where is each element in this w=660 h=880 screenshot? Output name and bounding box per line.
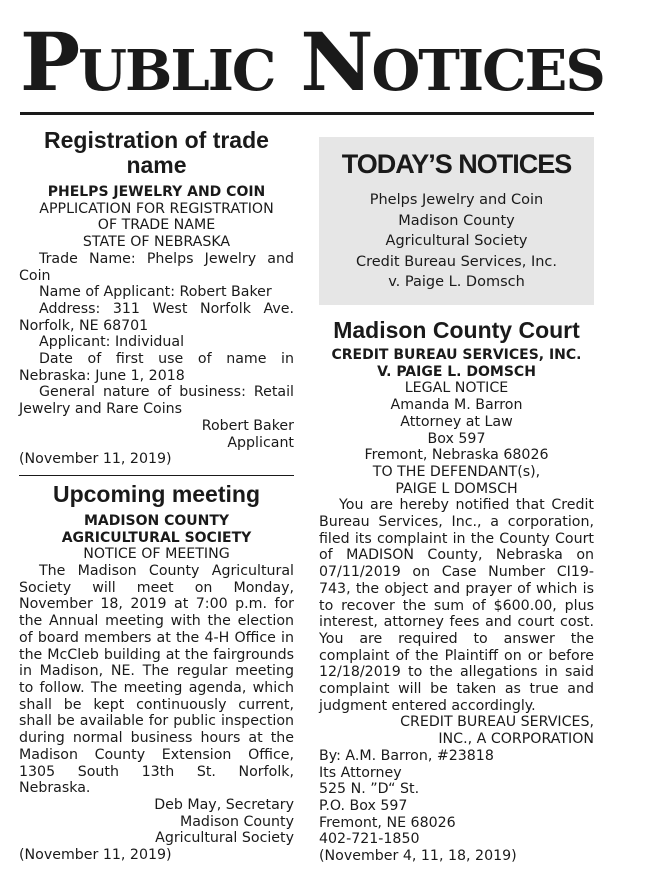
court-line: 402-721-1850	[319, 831, 420, 848]
todays-notice-item: Madison County	[398, 212, 515, 229]
left-column	[19, 128, 294, 864]
trade-para-3: Address: 311 West Norfolk Ave. Norfolk, NE 68701	[19, 300, 294, 334]
trade-para-4: Applicant: Individual	[39, 334, 185, 351]
meeting-signature-2: Madison County	[180, 813, 294, 830]
court-headline: PAIGE L DOMSCH	[395, 480, 518, 497]
masthead-rule	[20, 112, 594, 115]
meeting-signature-3: Agricultural Society	[155, 830, 294, 847]
court-line: Fremont, NE 68026	[319, 814, 456, 831]
trade-date: (November 11, 2019)	[19, 451, 172, 468]
masthead-title: Public Notices	[20, 15, 604, 109]
trade-title: Registration of trade name	[44, 127, 269, 178]
court-headline: Attorney at Law	[400, 413, 513, 430]
court-signature-2: INC., A CORPORATION	[438, 731, 594, 748]
court-line: 525 N. ”D“ St.	[319, 781, 420, 798]
section-divider	[19, 475, 294, 476]
trade-signature-1: Robert Baker	[201, 417, 294, 434]
todays-notice-item: Credit Bureau Services, Inc.	[355, 253, 557, 270]
right-column	[319, 318, 594, 865]
trade-para-2: Name of Applicant: Robert Baker	[39, 284, 272, 301]
court-headline: Amanda M. Barron	[390, 397, 523, 414]
trade-headline-3: STATE OF NEBRASKA	[82, 234, 231, 251]
trade-signature-2: Applicant	[227, 434, 294, 451]
todays-notice-item: Phelps Jewelry and Coin	[369, 192, 544, 208]
todays-notice-item: v. Paige L. Domsch	[388, 274, 525, 290]
meeting-body: The Madison County Agricultural Society will meet on Monday, November 18, 2019 at 7:00 p.m. for the Annual meeting with the election of board members at the 4-H Office in the McCleb building at the fairgrounds in Madison, NE. The regular meeting to follow. The meeting agenda, which shall be kept continuously current, shall be available for public inspection during normal business hours at the Madison County Extension Office, 1305 South 13th St. Norfolk, Nebraska.	[19, 563, 294, 797]
trade-para-5: Date of first use of name in Nebraska: June 1, 2018	[19, 351, 294, 384]
court-body: You are hereby notified that Credit Bureau Services, Inc., a corporation, filed its complaint in the County Court of MADISON County, Nebraska on 07/11/2019 on Case Number CI19-743, the object and prayer of which is to recover the sum of $600.00, plus interest, attorney fees and court cost. You are required to answer the complaint of the Plaintiff on or before 12/18/2019 to the allegations in said complaint will be taken as true and judgment entered accordingly.	[319, 497, 594, 714]
court-headline: TO THE DEFENDANT(s),	[372, 463, 541, 480]
meeting-heading: NOTICE OF MEETING	[83, 546, 230, 563]
court-date: (November 4, 11, 18, 2019)	[319, 848, 517, 865]
todays-notices-box	[319, 137, 594, 305]
court-line: By: A.M. Barron, #23818	[319, 747, 494, 764]
meeting-subtitle-2: AGRICULTURAL SOCIETY	[61, 529, 252, 546]
meeting-subtitle-1: MADISON COUNTY	[83, 512, 230, 529]
court-subtitle-2: V. PAIGE L. DOMSCH	[377, 363, 536, 380]
court-headline: Box 597	[427, 430, 486, 447]
trade-subtitle: PHELPS JEWELRY AND COIN	[47, 184, 266, 200]
court-line: P.O. Box 597	[319, 797, 408, 814]
court-signature-1: CREDIT BUREAU SERVICES,	[400, 714, 594, 731]
court-headline: Fremont, Nebraska 68026	[364, 447, 549, 464]
meeting-title: Upcoming meeting	[52, 480, 260, 507]
trade-headline-2: OF TRADE NAME	[97, 217, 216, 234]
court-subtitle-1: CREDIT BUREAU SERVICES, INC.	[331, 347, 582, 363]
meeting-signature-1: Deb May, Secretary	[154, 796, 294, 813]
court-headline: LEGAL NOTICE	[404, 380, 509, 397]
court-line: Its Attorney	[319, 764, 402, 781]
trade-para-1: Trade Name: Phelps Jewelry and Coin	[19, 250, 294, 284]
trade-headline-1: APPLICATION FOR REGISTRATION	[39, 200, 274, 217]
todays-notice-item: Agricultural Society	[385, 233, 528, 249]
court-title: Madison County Court	[333, 317, 580, 343]
meeting-date: (November 11, 2019)	[19, 847, 172, 864]
trade-para-6: General nature of business: Retail Jewelry and Rare Coins	[19, 384, 294, 418]
todays-notices-title: TODAY’S NOTICES	[341, 149, 572, 179]
